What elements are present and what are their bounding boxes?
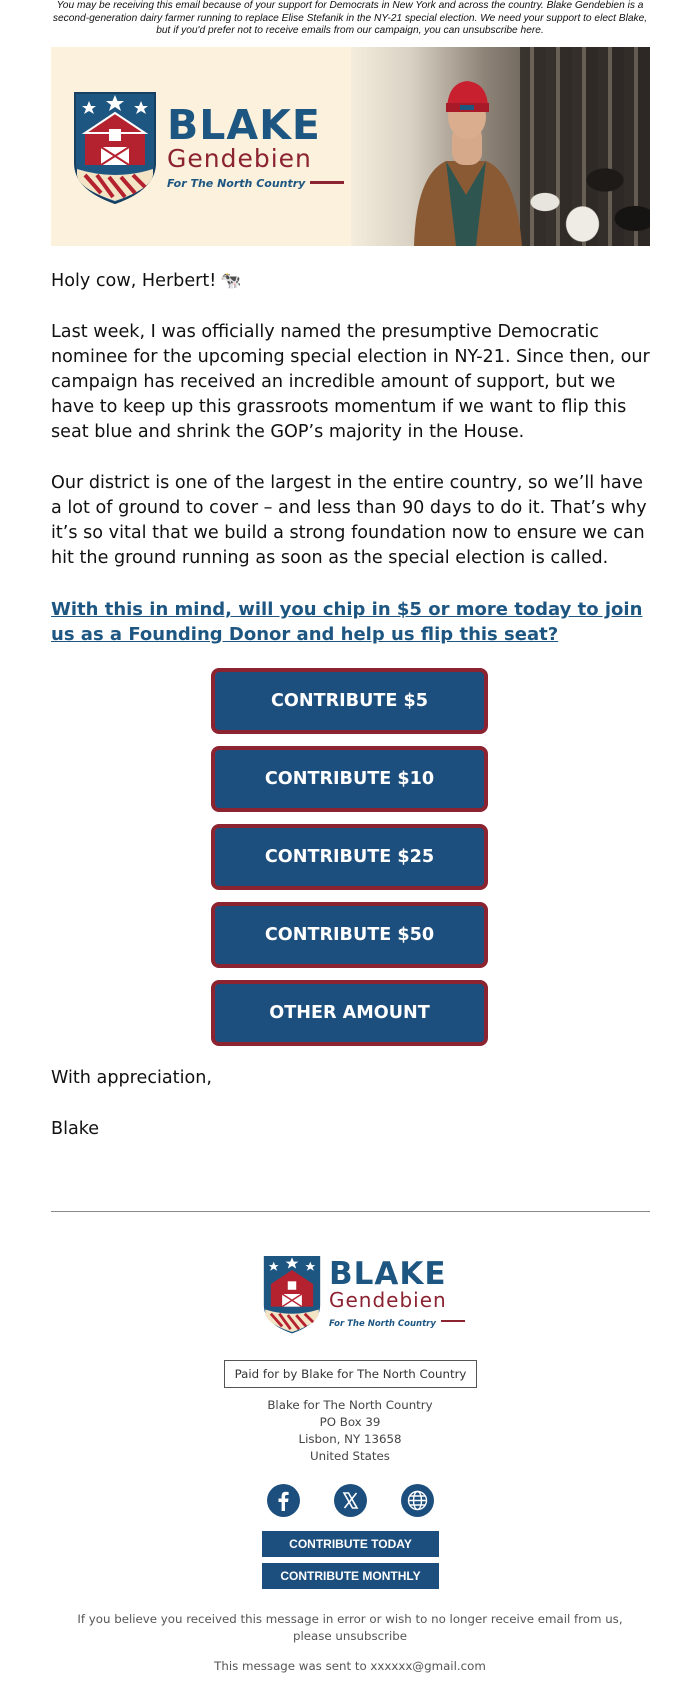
contribute-25-button[interactable]: CONTRIBUTE $25 bbox=[211, 824, 488, 890]
paid-for-disclaimer: Paid for by Blake for The North Country bbox=[224, 1360, 477, 1388]
candidate-figure bbox=[406, 65, 526, 246]
globe-icon[interactable] bbox=[401, 1484, 434, 1517]
barn-shield-icon bbox=[261, 1253, 323, 1335]
greeting bbox=[51, 269, 651, 294]
cow-icon: 🐄 bbox=[220, 271, 242, 291]
logo-first-name: BLAKE bbox=[167, 100, 321, 149]
logo-last-name: Gendebien bbox=[167, 143, 312, 173]
founding-donor-link[interactable]: With this in mind, will you chip in $5 or more today to join us as a Founding Donor and help us flip this seat? bbox=[51, 599, 643, 645]
candidate-photo bbox=[351, 47, 650, 246]
hero-banner bbox=[51, 47, 650, 246]
footer-logo bbox=[261, 1253, 465, 1335]
campaign-logo bbox=[71, 89, 344, 205]
address-line-3: Lisbon, NY 13658 bbox=[298, 1432, 402, 1446]
contribute-today-button[interactable]: CONTRIBUTE TODAY bbox=[262, 1531, 439, 1557]
address-line-4: United States bbox=[310, 1449, 390, 1463]
barn-shield-icon bbox=[71, 89, 159, 205]
x-icon[interactable] bbox=[334, 1484, 367, 1517]
other-amount-button[interactable]: OTHER AMOUNT bbox=[211, 980, 488, 1046]
closing-line: With appreciation, bbox=[51, 1068, 212, 1088]
footer-logo-tagline: For The North Country bbox=[329, 1318, 436, 1329]
body-paragraph-1: Last week, I was officially named the presumptive Democratic nominee for the upcoming special election in NY-21. Since then, our campaign has received an incredible amount of support, but we have to keep up this grassroots momentum if we want to flip this seat blue and shrink the GOP’s majority in the House. bbox=[51, 322, 650, 442]
footer-divider bbox=[51, 1211, 650, 1212]
body-paragraph-2: Our district is one of the largest in the entire country, so we’ll have a lot of ground to cover – and less than 90 days to do it. That’s why it’s so vital that we build a strong foundation now to ensure we can hit the ground running as soon as the special election is called. bbox=[51, 473, 647, 568]
unsubscribe-note[interactable]: If you believe you received this message in error or wish to no longer receive email from us, please unsubscribe bbox=[77, 1612, 623, 1643]
contribute-10-button[interactable]: CONTRIBUTE $10 bbox=[211, 746, 488, 812]
greeting-text: Holy cow, Herbert! bbox=[51, 271, 217, 291]
preheader-text: You may be receiving this email because of your support for Democrats in New York and across the country. Blake Gendebien is a second-generation dairy farmer running to replace Elise Stefanik in the NY-21 special election. We need your support to elect Blake, but if you'd prefer not to receive emails from our campaign, you can unsubscribe here. bbox=[52, 0, 648, 36]
sent-to-note: This message was sent to xxxxxx@gmail.com bbox=[214, 1659, 486, 1673]
address-line-2: PO Box 39 bbox=[319, 1415, 381, 1429]
contribute-5-button[interactable]: CONTRIBUTE $5 bbox=[211, 668, 488, 734]
contribute-monthly-button[interactable]: CONTRIBUTE MONTHLY bbox=[262, 1563, 439, 1589]
contribute-50-button[interactable]: CONTRIBUTE $50 bbox=[211, 902, 488, 968]
facebook-icon[interactable] bbox=[267, 1484, 300, 1517]
footer-logo-last-name: Gendebien bbox=[329, 1287, 447, 1312]
logo-tagline: For The North Country bbox=[167, 176, 306, 190]
signature: Blake bbox=[51, 1119, 100, 1139]
footer-logo-first-name: BLAKE bbox=[329, 1255, 447, 1292]
address-line-1: Blake for The North Country bbox=[267, 1398, 433, 1412]
